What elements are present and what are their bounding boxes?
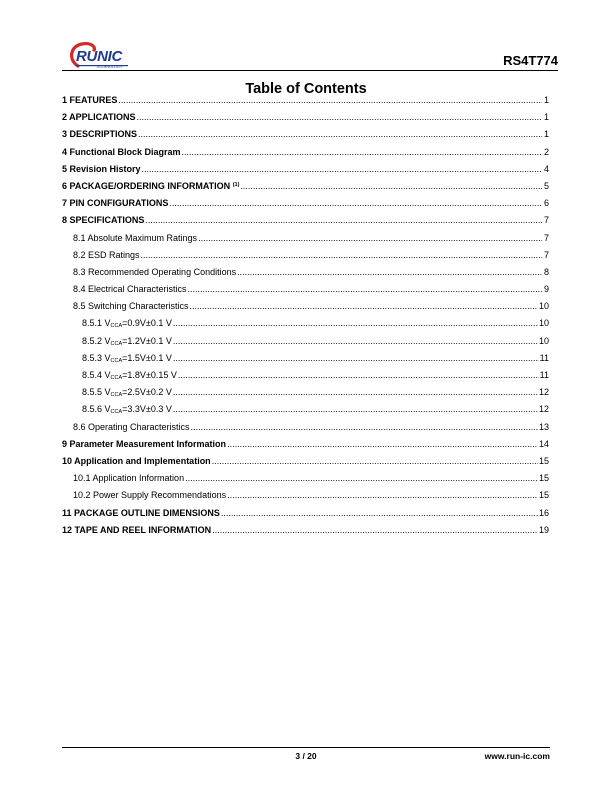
- toc-entry-title: 10.2 Power Supply Recommendations: [73, 490, 227, 501]
- toc-entry-label: [82, 404, 172, 415]
- page-title: Table of Contents: [245, 81, 367, 97]
- toc-entry-subscript: CCA: [110, 340, 123, 347]
- toc-entry-page: 7: [543, 215, 549, 226]
- toc-entry-page: 1: [543, 112, 549, 123]
- toc-entry[interactable]: [62, 422, 549, 439]
- toc-entry-page: 8: [543, 266, 549, 277]
- toc-entry-page: 6: [543, 198, 549, 209]
- toc-leader-dots: [190, 301, 538, 311]
- toc-entry-title: 10 Application and Implementation: [62, 455, 211, 466]
- toc-entry-label: [73, 473, 184, 483]
- toc-entry-page: 19: [538, 524, 549, 535]
- toc-entry-title: 11 PACKAGE OUTLINE DIMENSIONS: [62, 507, 220, 518]
- table-of-contents: [62, 95, 549, 542]
- toc-leader-dots: [178, 370, 539, 380]
- toc-entry-title: 8.6 Operating Characteristics: [73, 421, 190, 432]
- toc-entry-page: 4: [543, 163, 549, 174]
- logo-wordmark: RUNIC: [76, 48, 122, 65]
- toc-leader-dots: [173, 336, 538, 346]
- toc-entry[interactable]: [62, 267, 549, 284]
- toc-entry-page: 1: [543, 129, 549, 140]
- toc-entry-title: 8.5.3 V: [82, 352, 111, 363]
- toc-entry-title: 8.2 ESD Ratings: [73, 249, 140, 260]
- toc-entry-title: 1 FEATURES: [62, 95, 118, 105]
- page-number: 3 / 20: [295, 751, 317, 761]
- toc-entry-title: 6 PACKAGE/ORDERING INFORMATION: [62, 180, 231, 191]
- toc-entry-page: 7: [543, 249, 549, 260]
- toc-entry-subscript: CCA: [110, 375, 123, 381]
- toc-entry-page: 11: [539, 370, 549, 380]
- toc-leader-dots: [145, 215, 542, 225]
- toc-entry-page: 12: [538, 404, 549, 415]
- toc-entry[interactable]: [62, 250, 549, 267]
- toc-entry-page: 15: [538, 473, 549, 484]
- toc-leader-dots: [182, 147, 542, 157]
- toc-entry-label: [62, 525, 211, 535]
- toc-leader-dots: [237, 267, 542, 277]
- toc-entry-page: 7: [543, 232, 549, 243]
- toc-entry[interactable]: [62, 404, 549, 421]
- toc-entry[interactable]: [62, 387, 549, 404]
- toc-entry-subscript: CCA: [110, 392, 123, 399]
- logo-subtitle: TECHNOLOGY: [96, 65, 123, 69]
- toc-entry-label: [82, 353, 172, 364]
- toc-entry-page: 10: [538, 318, 549, 329]
- toc-entry-title: 7 PIN CONFIGURATIONS: [62, 198, 169, 209]
- toc-entry[interactable]: [62, 336, 549, 353]
- toc-entry-title: 8.3 Recommended Operating Conditions: [73, 266, 237, 277]
- toc-leader-dots: [191, 422, 538, 432]
- toc-entry[interactable]: [62, 301, 549, 318]
- toc-entry-label: [62, 215, 144, 225]
- toc-entry-suffix: =1.2V±0.1 V: [122, 335, 172, 346]
- toc-entry-label: [62, 439, 226, 449]
- toc-entry-label: [73, 490, 226, 500]
- toc-entry-label: [82, 370, 177, 381]
- toc-leader-dots: [138, 129, 542, 139]
- toc-entry-label: [73, 301, 189, 311]
- toc-entry[interactable]: [62, 112, 549, 129]
- toc-entry[interactable]: [62, 95, 549, 112]
- toc-entry[interactable]: [62, 490, 549, 507]
- toc-entry-title: 8.4 Electrical Characteristics: [73, 284, 187, 295]
- toc-entry-label: [73, 284, 187, 294]
- toc-entry-label: [73, 422, 190, 432]
- toc-entry-page: 14: [538, 438, 549, 449]
- toc-entry-title: 2 APPLICATIONS: [62, 112, 136, 123]
- toc-entry-label: [62, 508, 220, 518]
- toc-leader-dots: [227, 439, 538, 449]
- toc-entry-label: [62, 112, 136, 122]
- toc-leader-dots: [198, 233, 542, 243]
- toc-entry-page: 11: [539, 352, 549, 363]
- toc-entry-footnote-ref: (1): [232, 181, 240, 188]
- toc-entry-label: [62, 147, 181, 157]
- toc-entry-subscript: CCA: [110, 323, 123, 330]
- toc-entry-page: 16: [538, 507, 549, 518]
- toc-entry-label: [62, 129, 137, 139]
- toc-entry-title: 9 Parameter Measurement Information: [62, 438, 227, 449]
- toc-entry-subscript: CCA: [110, 357, 123, 364]
- toc-entry-title: 8.5.5 V: [82, 387, 111, 398]
- toc-entry-title: 8.5.2 V: [82, 335, 111, 346]
- toc-leader-dots: [173, 387, 538, 397]
- toc-leader-dots: [173, 353, 539, 363]
- toc-entry[interactable]: [62, 508, 549, 525]
- company-url[interactable]: www.run-ic.com: [484, 751, 550, 761]
- toc-entry-label: [62, 95, 117, 105]
- toc-leader-dots: [212, 525, 538, 535]
- toc-entry-label: [73, 233, 197, 243]
- toc-entry[interactable]: [62, 164, 549, 181]
- toc-entry-label: [62, 456, 211, 466]
- toc-entry[interactable]: [62, 318, 549, 335]
- toc-entry[interactable]: [62, 147, 549, 164]
- toc-entry-label: [82, 318, 172, 329]
- toc-entry-page: 5: [543, 180, 549, 191]
- toc-entry-label: [62, 181, 239, 191]
- toc-entry[interactable]: [62, 353, 549, 370]
- toc-entry-page: 15: [538, 490, 549, 501]
- toc-entry[interactable]: [62, 525, 549, 542]
- toc-entry-title: 8.1 Absolute Maximum Ratings: [73, 232, 198, 243]
- toc-entry-page: 10: [538, 335, 549, 346]
- toc-entry-title: 8 SPECIFICATIONS: [62, 215, 145, 226]
- toc-entry-suffix: =1.5V±0.1 V: [122, 352, 172, 363]
- toc-leader-dots: [142, 164, 542, 174]
- toc-entry-suffix: =3.3V±0.3 V: [122, 404, 172, 415]
- toc-leader-dots: [240, 181, 542, 191]
- footer-divider: [62, 747, 550, 748]
- toc-entry-title: 4 Functional Block Diagram: [62, 146, 181, 157]
- toc-entry-label: [62, 198, 168, 208]
- toc-entry-page: 10: [538, 301, 549, 312]
- toc-entry-subscript: CCA: [110, 409, 123, 416]
- toc-leader-dots: [137, 112, 542, 122]
- toc-entry-suffix: =0.9V±0.1 V: [122, 318, 172, 329]
- toc-entry-page: 2: [543, 146, 549, 157]
- toc-entry-label: [62, 164, 141, 174]
- toc-entry-title: 3 DESCRIPTIONS: [62, 129, 138, 140]
- toc-entry-label: [82, 336, 172, 347]
- document-id: RS4T774: [503, 53, 558, 68]
- toc-entry[interactable]: [62, 198, 549, 215]
- toc-entry-title: 8.5.1 V: [82, 318, 111, 329]
- toc-entry-title: 8.5.4 V: [82, 370, 111, 380]
- toc-entry-label: [73, 250, 140, 260]
- toc-leader-dots: [221, 508, 538, 518]
- header-divider: [62, 70, 558, 71]
- toc-leader-dots: [185, 473, 538, 483]
- toc-entry-title: 8.5.6 V: [82, 404, 111, 415]
- toc-entry[interactable]: [62, 233, 549, 250]
- toc-leader-dots: [173, 404, 538, 414]
- toc-entry[interactable]: [62, 284, 549, 301]
- toc-entry-title: 12 TAPE AND REEL INFORMATION: [62, 524, 212, 535]
- toc-entry-label: [82, 387, 172, 398]
- toc-entry-suffix: =1.8V±0.15 V: [122, 370, 177, 380]
- toc-entry-page: 9: [543, 284, 549, 295]
- toc-leader-dots: [118, 95, 542, 105]
- toc-entry-label: [73, 267, 236, 277]
- toc-leader-dots: [188, 284, 542, 294]
- toc-leader-dots: [227, 490, 538, 500]
- toc-entry-title: 10.1 Application Information: [73, 473, 185, 484]
- toc-entry-page: 15: [538, 455, 549, 466]
- toc-entry-page: 12: [538, 387, 549, 398]
- toc-leader-dots: [212, 456, 538, 466]
- toc-entry[interactable]: [62, 181, 549, 198]
- toc-entry-page: 13: [538, 421, 549, 432]
- toc-entry[interactable]: [62, 370, 549, 387]
- toc-leader-dots: [169, 198, 542, 208]
- toc-leader-dots: [141, 250, 542, 260]
- toc-leader-dots: [173, 318, 538, 328]
- toc-entry-suffix: =2.5V±0.2 V: [122, 387, 172, 398]
- toc-entry[interactable]: [62, 473, 549, 490]
- toc-entry[interactable]: [62, 215, 549, 232]
- toc-entry[interactable]: [62, 456, 549, 473]
- toc-entry[interactable]: [62, 129, 549, 146]
- toc-entry[interactable]: [62, 439, 549, 456]
- toc-entry-title: 8.5 Switching Characteristics: [73, 301, 189, 312]
- toc-entry-page: 1: [543, 95, 549, 105]
- toc-entry-title: 5 Revision History: [62, 163, 141, 174]
